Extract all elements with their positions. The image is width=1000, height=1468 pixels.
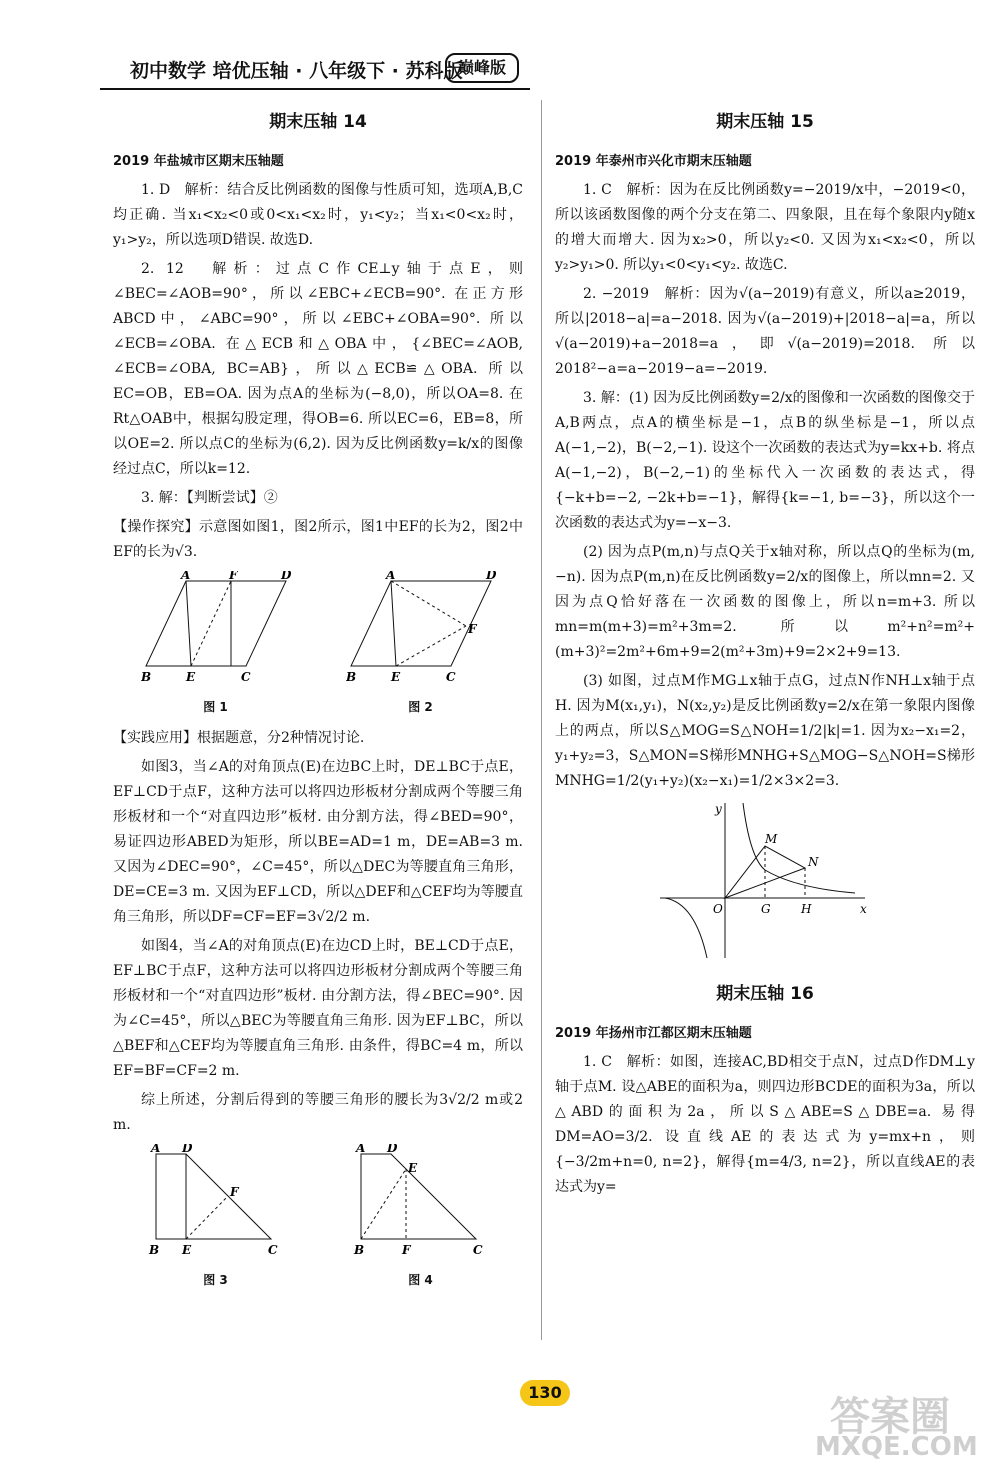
watermark-url: MXQE.COM (815, 1432, 978, 1462)
section-title-14: 期末压轴 14 (269, 112, 367, 132)
answer-14-3-explore: 【操作探究】示意图如图1，图2所示，图1中EF的长为2，图2中EF的长为√3. (113, 519, 523, 560)
watermark-logo: 答案圈 (830, 1394, 950, 1440)
svg-text:A: A (180, 571, 190, 582)
column-divider (541, 100, 542, 1340)
figures-3-4 (113, 1144, 523, 1293)
hyperbola-figure (555, 798, 975, 972)
page-header (100, 48, 520, 86)
answer-15-3-3: (3) 如图，过点M作MG⊥x轴于点G，过点N作NH⊥x轴于点H. 因为M(x₁,y₁)，N(x₂,y₂)是反比例函数y=2/x在第一象限内图像上的两点，所以S△MOG=S△NOH=1/2|k|=1. 因为x₂−x₁=2，y₁+y₂=3，S△MON=S梯形MNHG+S△MOG−S△NOH=S梯形MNHG=1/2(y₁+y₂)(x₂−x₁)=1/2×3×2=3. (555, 673, 975, 789)
svg-text:D: D (386, 1144, 397, 1155)
source-15: 2019 年泰州市兴化市期末压轴题 (555, 154, 752, 169)
answer-14-2: 2. 12 解析：过点C作CE⊥y轴于点E，则∠BEC=∠AOB=90°，所以∠EBC+∠ECB=90°. 在正方形ABCD中，∠ABC=90°，所以∠EBC+∠OBA=90°. 所以∠ECB=∠OBA. 在△ECB和△OBA中，{∠BEC=∠AOB, ∠ECB=∠OBA, BC=AB}，所以△ECB≌△OBA. 所以EC=OB，EB=OA. 因为点A的坐标为(−8,0)，所以OA=8. 在Rt△OAB中，根据勾股定理，得OB=6. 所以EC=6，EB=8，所以OE=2. 所以点C的坐标为(6,2). 因为反比例函数y=k/x的图像经过点C，所以k=12. (113, 261, 523, 477)
left-column (113, 100, 523, 1299)
figure-1 (141, 571, 291, 720)
figures-1-2 (113, 571, 523, 720)
figure-2-diagram (346, 571, 496, 686)
svg-text:H: H (801, 902, 812, 916)
header-title: 初中数学 培优压轴 · 八年级下 · 苏科版 (130, 60, 463, 82)
right-column (555, 100, 975, 1204)
figure-2 (346, 571, 496, 720)
source-14: 2019 年盐城市区期末压轴题 (113, 154, 284, 169)
answer-14-1: 1. D 解析：结合反比例函数的图像与性质可知，选项A,B,C均正确. 当x₁<x₂<0或0<x₁<x₂时，y₁<y₂；当x₁<0<x₂时，y₁>y₂，所以选项D错误. 故选D. (113, 182, 523, 248)
answer-15-3-1: 3. 解：(1) 因为反比例函数y=2/x的图像和一次函数的图像交于A,B两点，点A的横坐标是−1，点B的纵坐标是−1，所以点A(−1,−2)，B(−2,−1). 设这个一次函数的表达式为y=kx+b. 将点A(−1,−2)，B(−2,−1)的坐标代入一次函数的表达式，得{−k+b=−2, −2k+b=−1}，解得{k=−1, b=−3}，所以这个一次函数的表达式为y=−x−3. (555, 390, 975, 531)
svg-text:D: D (280, 571, 291, 582)
header-rule (100, 88, 530, 90)
figure-2-caption: 图 2 (408, 700, 433, 714)
figure-4 (351, 1144, 491, 1293)
svg-text:F: F (229, 1185, 239, 1199)
svg-text:F: F (401, 1243, 411, 1257)
svg-text:E: E (181, 1243, 191, 1257)
svg-text:E: E (407, 1161, 417, 1175)
svg-text:F: F (467, 622, 477, 636)
page-number: 130 (520, 1380, 570, 1406)
svg-text:D: D (485, 571, 496, 582)
svg-text:C: C (472, 1243, 483, 1257)
svg-text:G: G (761, 902, 771, 916)
answer-15-3-2: (2) 因为点P(m,n)与点Q关于x轴对称，所以点Q的坐标为(m,−n). 因为点P(m,n)在反比例函数y=2/x的图像上，所以mn=2. 又因为点Q恰好落在一次函数的图像上，所以n=m+3. 所以mn=m(m+3)=m²+3m=2. 所以m²+n²=m²+(m+3)²=2m²+6m+9=2(m²+3m)+9=2×2+9=13. (555, 544, 975, 660)
answer-15-2: 2. −2019 解析：因为√(a−2019)有意义，所以a≥2019，所以|2018−a|=a−2018. 因为√(a−2019)+|2018−a|=a，所以√(a−2019)+a−2018=a，即√(a−2019)=2018. 所以2018²−a=a−2019−a=−2019. (555, 286, 975, 377)
svg-text:C: C (240, 670, 251, 684)
svg-text:x: x (860, 902, 867, 916)
svg-text:O: O (713, 902, 723, 916)
answer-16-1: 1. C 解析：如图，连接AC,BD相交于点N，过点D作DM⊥y轴于点M. 设△ABE的面积为a，则四边形BCDE的面积为3a，所以△ABD的面积为2a，所以S△ABE=S△DBE=a. 易得DM=AO=3/2. 设直线AE的表达式为y=mx+n，则{−3/2m+n=0, n=2}，解得{m=4/3, n=2}，所以直线AE的表达式为y= (555, 1054, 975, 1195)
figure-3-caption: 图 3 (203, 1273, 228, 1287)
source-16: 2019 年扬州市江都区期末压轴题 (555, 1026, 752, 1041)
answer-14-3: 3. 解：【判断尝试】② (141, 490, 278, 506)
svg-text:B: B (345, 670, 356, 684)
svg-text:D: D (181, 1144, 192, 1155)
hyperbola-diagram (655, 798, 875, 963)
answer-14-3-case1: 如图3，当∠A的对角顶点(E)在边BC上时，DE⊥BC于点E，EF⊥CD于点F，这种方法可以将四边形板材分割成两个等腰三角形板材和一个“对直四边形”板材. 由分割方法，得∠BED=90°，易证四边形ABED为矩形，所以BE=AD=1 m，DE=AB=3 m. 又因为∠DEC=90°，∠C=45°，所以△DEC为等腰直角三角形，DE=CE=3 m. 又因为EF⊥CD，所以△DEF和△CEF均为等腰直角三角形，所以DF=CF=EF=3√2/2 m. (113, 759, 523, 925)
svg-text:C: C (445, 670, 456, 684)
answer-15-1: 1. C 解析：因为在反比例函数y=−2019/x中，−2019<0，所以该函数图像的两个分支在第二、四象限，且在每个象限内y随x的增大而增大. 因为x₂>0，所以y₂<0. 又因为x₁<x₂<0，所以y₂>y₁>0. 所以y₁<0<y₁<y₂. 故选C. (555, 182, 975, 273)
svg-text:B: B (148, 1243, 159, 1257)
answer-14-3-case2: 如图4，当∠A的对角顶点(E)在边CD上时，BE⊥CD于点E，EF⊥BC于点F，这种方法可以将四边形板材分割成两个等腰三角形板材和一个“对直四边形”板材. 由分割方法，得∠BEC=90°. 因为∠C=45°，所以△BEC为等腰直角三角形. 因为EF⊥BC，所以△BEF和△CEF均为等腰直角三角形. 由条件，得BC=4 m，所以EF=BF=CF=2 m. (113, 938, 523, 1079)
svg-text:A: A (385, 571, 395, 582)
figure-1-diagram (141, 571, 291, 686)
svg-text:N: N (808, 855, 819, 869)
section-title-15: 期末压轴 15 (716, 112, 814, 132)
figure-1-caption: 图 1 (203, 700, 228, 714)
header-badge: 巅峰版 (445, 53, 519, 83)
figure-3-diagram (146, 1144, 286, 1259)
svg-text:M: M (765, 832, 778, 846)
svg-text:A: A (355, 1144, 365, 1155)
svg-text:F: F (228, 571, 238, 582)
answer-14-3-apply: 【实践应用】根据题意，分2种情况讨论. (113, 730, 365, 746)
svg-text:E: E (390, 670, 400, 684)
section-title-16: 期末压轴 16 (716, 984, 814, 1004)
svg-text:y: y (715, 802, 722, 816)
figure-4-diagram (351, 1144, 491, 1259)
svg-text:A: A (150, 1144, 160, 1155)
svg-text:E: E (185, 670, 195, 684)
figure-3 (146, 1144, 286, 1293)
svg-text:B: B (353, 1243, 364, 1257)
svg-text:B: B (140, 670, 151, 684)
figure-4-caption: 图 4 (408, 1273, 433, 1287)
answer-14-3-summary: 综上所述，分割后得到的等腰三角形的腰长为3√2/2 m或2 m. (113, 1092, 523, 1133)
svg-text:C: C (267, 1243, 278, 1257)
